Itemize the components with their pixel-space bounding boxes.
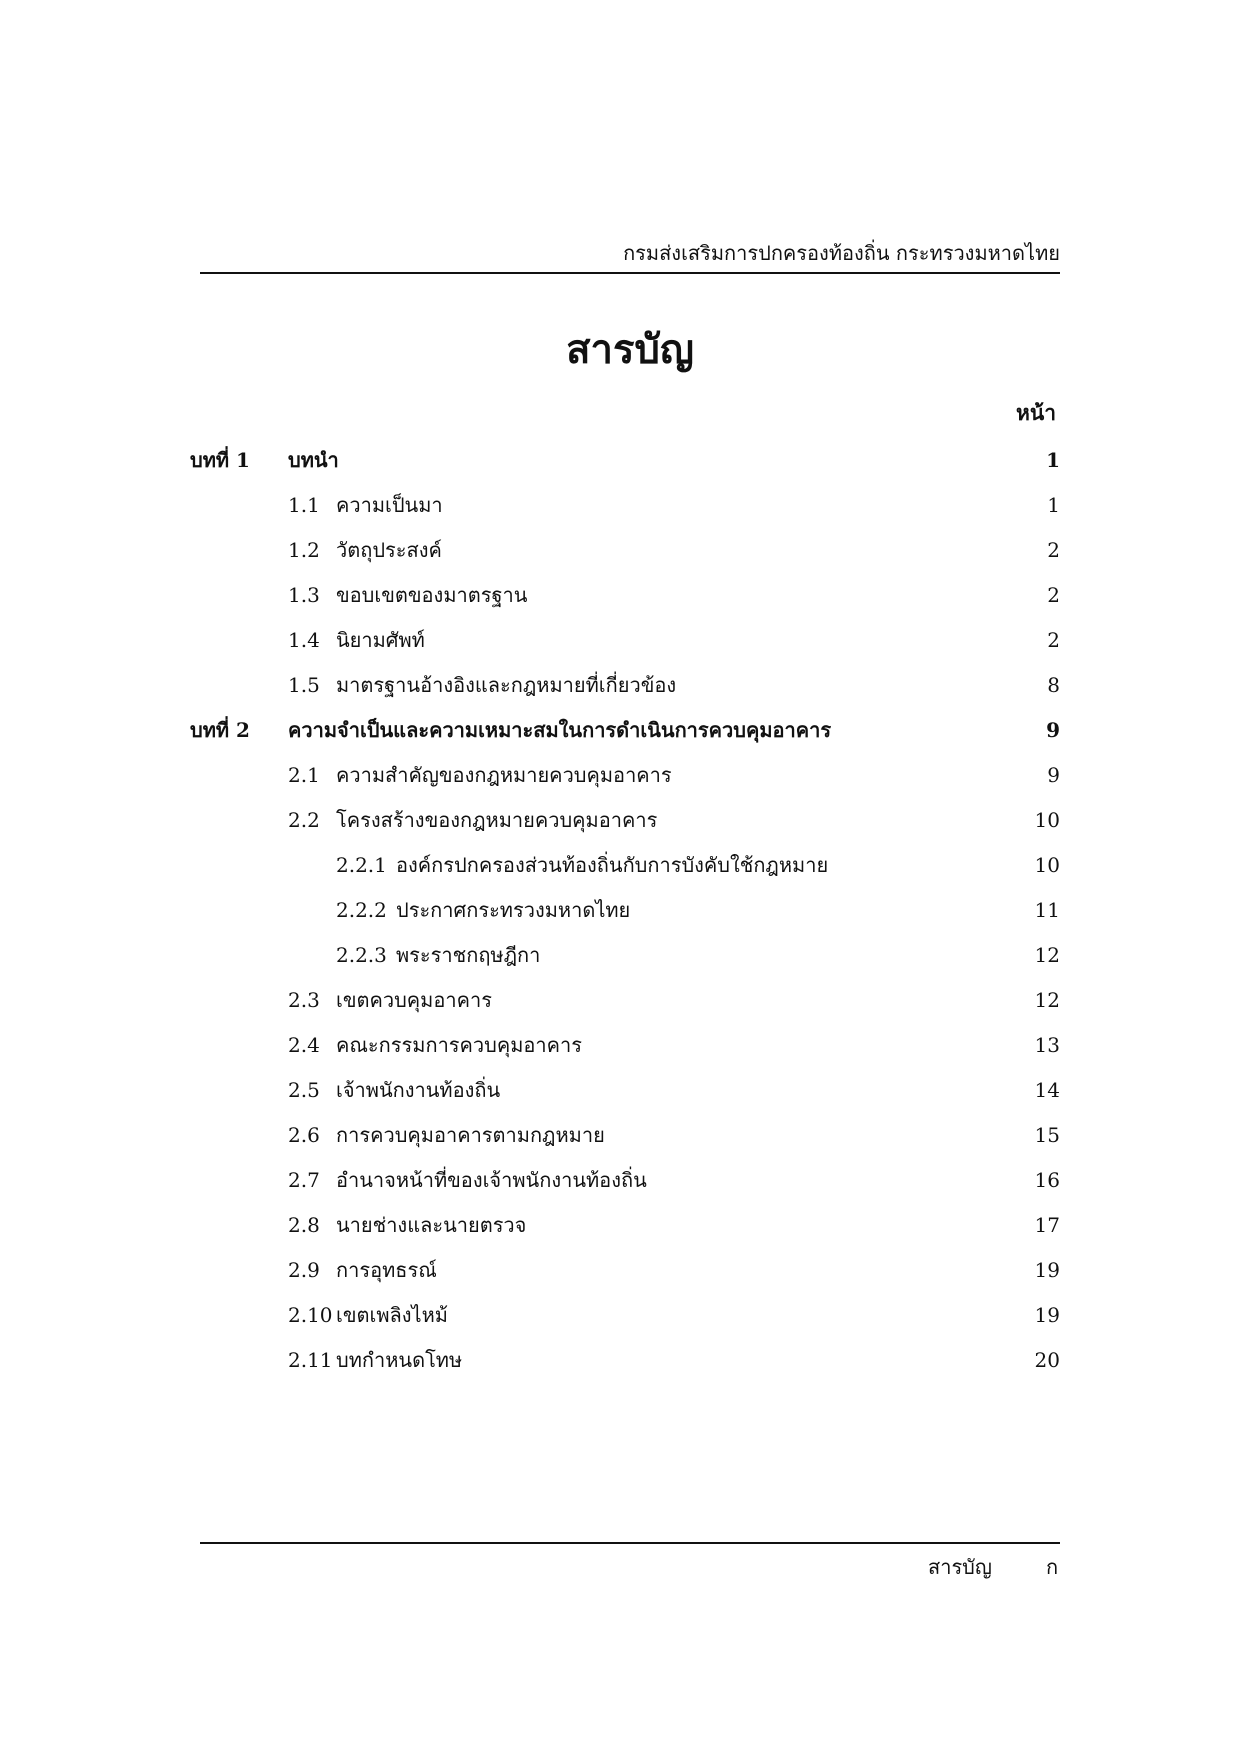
toc-entry-title: วัตถุประสงค์	[336, 538, 442, 562]
toc-entry-title: องค์กรปกครองส่วนท้องถิ่นกับการบังคับใช้กฎหมาย	[396, 853, 829, 877]
toc-entry-title: นิยามศัพท์	[336, 628, 425, 652]
toc-entry-title: ความสำคัญของกฎหมายควบคุมอาคาร	[336, 763, 672, 787]
footer-page-number: ก	[1046, 1555, 1059, 1579]
toc-entry-number: 1.2	[288, 538, 320, 562]
toc-entry-1-3[interactable]	[190, 573, 1060, 618]
toc-entry-title: คณะกรรมการควบคุมอาคาร	[336, 1033, 582, 1057]
toc-entry-2-7[interactable]	[190, 1158, 1060, 1203]
toc-entry-page: 19	[1034, 1258, 1060, 1282]
toc-entry-2-2-2[interactable]	[190, 888, 1060, 933]
toc-entry-title: นายช่างและนายตรวจ	[336, 1213, 527, 1237]
toc-entry-number: 2.9	[288, 1258, 320, 1282]
table-of-contents	[190, 438, 1060, 1383]
toc-entry-page: 10	[1034, 853, 1060, 877]
toc-entry-page: 8	[1047, 673, 1060, 697]
toc-entry-title: บทนำ	[288, 448, 339, 472]
toc-entry-number: 2.3	[288, 988, 320, 1012]
toc-entry-page: 9	[1046, 718, 1060, 742]
toc-entry-2-2-1[interactable]	[190, 843, 1060, 888]
toc-entry-title: การควบคุมอาคารตามกฎหมาย	[336, 1123, 605, 1147]
toc-entry-2-10[interactable]	[190, 1293, 1060, 1338]
toc-entry-title: พระราชกฤษฎีกา	[396, 943, 541, 967]
toc-entry-number: 1.1	[288, 493, 320, 517]
toc-entry-title: เขตควบคุมอาคาร	[336, 988, 492, 1012]
toc-entry-number: 2.11	[288, 1348, 333, 1372]
toc-entry-number: 2.6	[288, 1123, 320, 1147]
chapter-label: บทที่ 2	[190, 718, 250, 742]
toc-entry-page: 16	[1034, 1168, 1060, 1192]
toc-entry-number: 2.2	[288, 808, 320, 832]
toc-entry-title: ประกาศกระทรวงมหาดไทย	[396, 898, 631, 922]
toc-entry-2-2-3[interactable]	[190, 933, 1060, 978]
toc-entry-page: 9	[1047, 763, 1060, 787]
toc-entry-title: ขอบเขตของมาตรฐาน	[336, 583, 528, 607]
toc-entry-number: 2.10	[288, 1303, 333, 1327]
toc-entry-title: เจ้าพนักงานท้องถิ่น	[336, 1078, 501, 1102]
toc-entry-page: 12	[1034, 988, 1060, 1012]
toc-entry-title: บทกำหนดโทษ	[336, 1348, 463, 1372]
toc-entry-number: 1.3	[288, 583, 320, 607]
toc-entry-page: 1	[1047, 493, 1060, 517]
toc-chapter-2[interactable]	[190, 708, 1060, 753]
toc-entry-page: 11	[1034, 898, 1060, 922]
toc-entry-2-9[interactable]	[190, 1248, 1060, 1293]
toc-entry-page: 1	[1046, 448, 1060, 472]
page-title: สารบัญ	[566, 326, 694, 373]
chapter-label: บทที่ 1	[190, 448, 250, 472]
toc-entry-title: มาตรฐานอ้างอิงและกฎหมายที่เกี่ยวข้อง	[336, 673, 677, 697]
toc-entry-title: โครงสร้างของกฎหมายควบคุมอาคาร	[336, 808, 658, 832]
footer-divider	[200, 1542, 1060, 1544]
toc-entry-page: 20	[1034, 1348, 1060, 1372]
toc-entry-title: อำนาจหน้าที่ของเจ้าพนักงานท้องถิ่น	[336, 1168, 647, 1192]
toc-entry-number: 2.7	[288, 1168, 320, 1192]
toc-entry-2-3[interactable]	[190, 978, 1060, 1023]
toc-entry-page: 14	[1034, 1078, 1060, 1102]
toc-entry-2-6[interactable]	[190, 1113, 1060, 1158]
toc-entry-page: 12	[1034, 943, 1060, 967]
toc-entry-number: 2.1	[288, 763, 320, 787]
toc-entry-2-2[interactable]	[190, 798, 1060, 843]
toc-entry-page: 10	[1034, 808, 1060, 832]
toc-entry-title: ความเป็นมา	[336, 493, 443, 517]
toc-entry-page: 15	[1034, 1123, 1060, 1147]
page-column-label: หน้า	[1016, 400, 1056, 425]
toc-entry-number: 1.4	[288, 628, 320, 652]
toc-entry-title: การอุทธรณ์	[336, 1258, 437, 1282]
toc-entry-number: 2.2.2	[336, 898, 387, 922]
toc-entry-1-4[interactable]	[190, 618, 1060, 663]
toc-entry-number: 2.2.3	[336, 943, 387, 967]
toc-entry-2-8[interactable]	[190, 1203, 1060, 1248]
toc-entry-2-1[interactable]	[190, 753, 1060, 798]
toc-entry-page: 19	[1034, 1303, 1060, 1327]
header-divider	[200, 272, 1060, 274]
toc-entry-page: 2	[1047, 583, 1060, 607]
toc-entry-number: 2.4	[288, 1033, 320, 1057]
toc-entry-page: 13	[1034, 1033, 1060, 1057]
toc-entry-2-5[interactable]	[190, 1068, 1060, 1113]
toc-entry-page: 2	[1047, 538, 1060, 562]
toc-entry-title: เขตเพลิงไหม้	[336, 1303, 448, 1327]
footer-section-label: สารบัญ	[928, 1555, 992, 1579]
toc-entry-number: 2.2.1	[336, 853, 387, 877]
toc-entry-number: 2.5	[288, 1078, 320, 1102]
toc-entry-2-4[interactable]	[190, 1023, 1060, 1068]
toc-entry-1-5[interactable]	[190, 663, 1060, 708]
toc-chapter-1[interactable]	[190, 438, 1060, 483]
running-header: กรมส่งเสริมการปกครองท้องถิ่น กระทรวงมหาดไทย	[623, 241, 1060, 265]
toc-entry-2-11[interactable]	[190, 1338, 1060, 1383]
toc-entry-page: 2	[1047, 628, 1060, 652]
toc-entry-page: 17	[1034, 1213, 1060, 1237]
toc-entry-1-2[interactable]	[190, 528, 1060, 573]
toc-entry-1-1[interactable]	[190, 483, 1060, 528]
toc-entry-number: 1.5	[288, 673, 320, 697]
toc-entry-title: ความจำเป็นและความเหมาะสมในการดำเนินการควบคุมอาคาร	[288, 718, 832, 742]
toc-entry-number: 2.8	[288, 1213, 320, 1237]
